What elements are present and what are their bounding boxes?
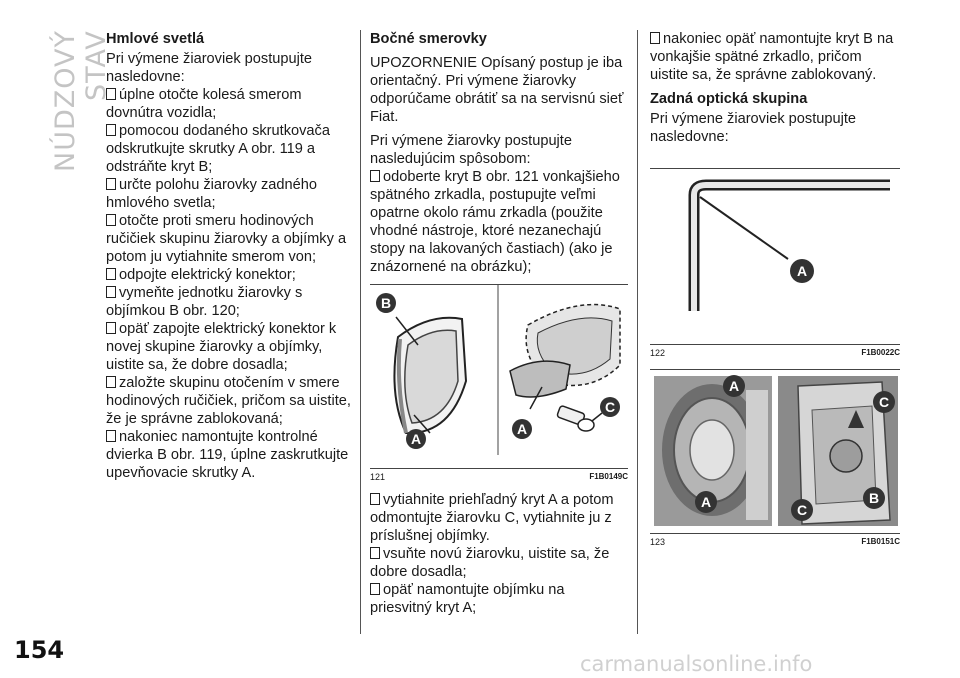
watermark: carmanualsonline.info [580,652,813,676]
column-rear-lights [650,30,900,556]
checkbox-bullet-icon [106,214,116,226]
checkbox-bullet-icon [370,170,380,182]
checkbox-bullet-icon [106,286,116,298]
svg-text:A: A [796,263,808,279]
list-item: založte skupinu otočením v smere hodinových ručičiek, pričom sa uistite, že je správne zablokovaná; [106,375,351,427]
figure-caption [370,468,628,485]
figure-number: 122 [650,348,666,358]
list-item: otočte proti smeru hodinových ručičiek skupinu žiarovky a objímky a potom ju vytiahnite smerom von; [106,213,347,265]
rear-light-illustration [650,370,900,534]
figure-code: F1B0151C [861,537,900,546]
figure-121 [370,284,628,485]
figure-caption [650,344,900,361]
figure-number: 123 [650,537,666,547]
checkbox-bullet-icon [106,376,116,388]
checkbox-bullet-icon [106,178,116,190]
svg-text:C: C [796,502,808,518]
checkbox-bullet-icon [370,547,380,559]
svg-text:A: A [728,378,740,394]
svg-text:B: B [868,490,880,506]
figure-122 [650,168,900,361]
figure-caption [650,533,900,550]
list-item: opäť zapojte elektrický konektor k novej skupine žiarovky a objímky, uistite sa, že dobre dosadla; [106,321,337,373]
checkbox-bullet-icon [106,268,116,280]
svg-text:A: A [700,494,712,510]
figure-code: F1B0022C [861,348,900,357]
column-fog-lights [106,30,354,482]
column-divider-1 [360,30,361,634]
checkbox-bullet-icon [650,32,660,44]
list-item: vymeňte jednotku žiarovky s objímkou B obr. 120; [106,285,303,319]
svg-text:C: C [878,394,890,410]
checkbox-bullet-icon [106,124,116,136]
intro-fog-lights: Pri výmene žiaroviek postupujte nasledovne: [106,51,313,85]
heading-fog-lights: Hmlové svetlá [106,31,205,47]
list-item: odoberte kryt B obr. 121 vonkajšieho spätného zrkadla, postupujte veľmi opatrne okolo rámu zrkadla (použite vhodné nástroje, ktoré nezanechajú stopy na lakovaných častiach) (ako je znázornené na obrázku); [370,169,620,275]
svg-text:C: C [604,399,616,415]
figure-123 [650,369,900,550]
list-item: určte polohu žiarovky zadného hmlového svetla; [106,177,317,211]
list-item: odpojte elektrický konektor; [106,266,354,284]
figure-code: F1B0149C [589,472,628,481]
list-item: nakoniec namontujte kontrolné dvierka B obr. 119, úplne zaskrutkujte upevňovacie skrutky A. [106,429,349,481]
heading-rear-lights: Zadná optická skupina [650,91,808,107]
checkbox-bullet-icon [370,493,380,505]
heading-side-indicators: Bočné smerovky [370,31,487,47]
list-item: opäť namontujte objímku na priesvitný kryt A; [370,582,565,616]
intro-rear-lights: Pri výmene žiaroviek postupujte nasledovne: [650,111,857,145]
checkbox-bullet-icon [106,430,116,442]
checkbox-bullet-icon [106,322,116,334]
list-item: nakoniec opäť namontujte kryt B na vonkajšie spätné zrkadlo, pričom uistite sa, že správne zablokovaný. [650,31,894,83]
mirror-illustration [370,285,628,469]
note-warning: UPOZORNENIE Opísaný postup je iba orientačný. Pri výmene žiarovky odporúčame obrátiť sa na servisnú sieť Fiat. [370,55,624,125]
checkbox-bullet-icon [370,583,380,595]
intro-side-indicators: Pri výmene žiarovky postupujte nasledujúcim spôsobom: [370,133,572,167]
column-divider-2 [637,30,638,634]
svg-text:B: B [380,295,392,311]
page-number: 154 [14,636,65,664]
tool-illustration [650,169,900,345]
list-item: vytiahnite priehľadný kryt A a potom odmontujte žiarovku C, vytiahnite ju z príslušnej objímky. [370,492,614,544]
checkbox-bullet-icon [106,88,116,100]
figure-number: 121 [370,472,386,482]
svg-text:A: A [410,431,422,447]
section-tab: NÚDZOVÝ STAV [50,30,112,172]
list-item: úplne otočte kolesá smerom dovnútra vozidla; [106,87,302,121]
list-item: pomocou dodaného skrutkovača odskrutkujte skrutky A obr. 119 a odstráňte kryt B; [106,123,330,175]
column-side-indicators [370,30,628,617]
svg-text:A: A [516,421,528,437]
list-item: vsuňte novú žiarovku, uistite sa, že dobre dosadla; [370,546,610,580]
